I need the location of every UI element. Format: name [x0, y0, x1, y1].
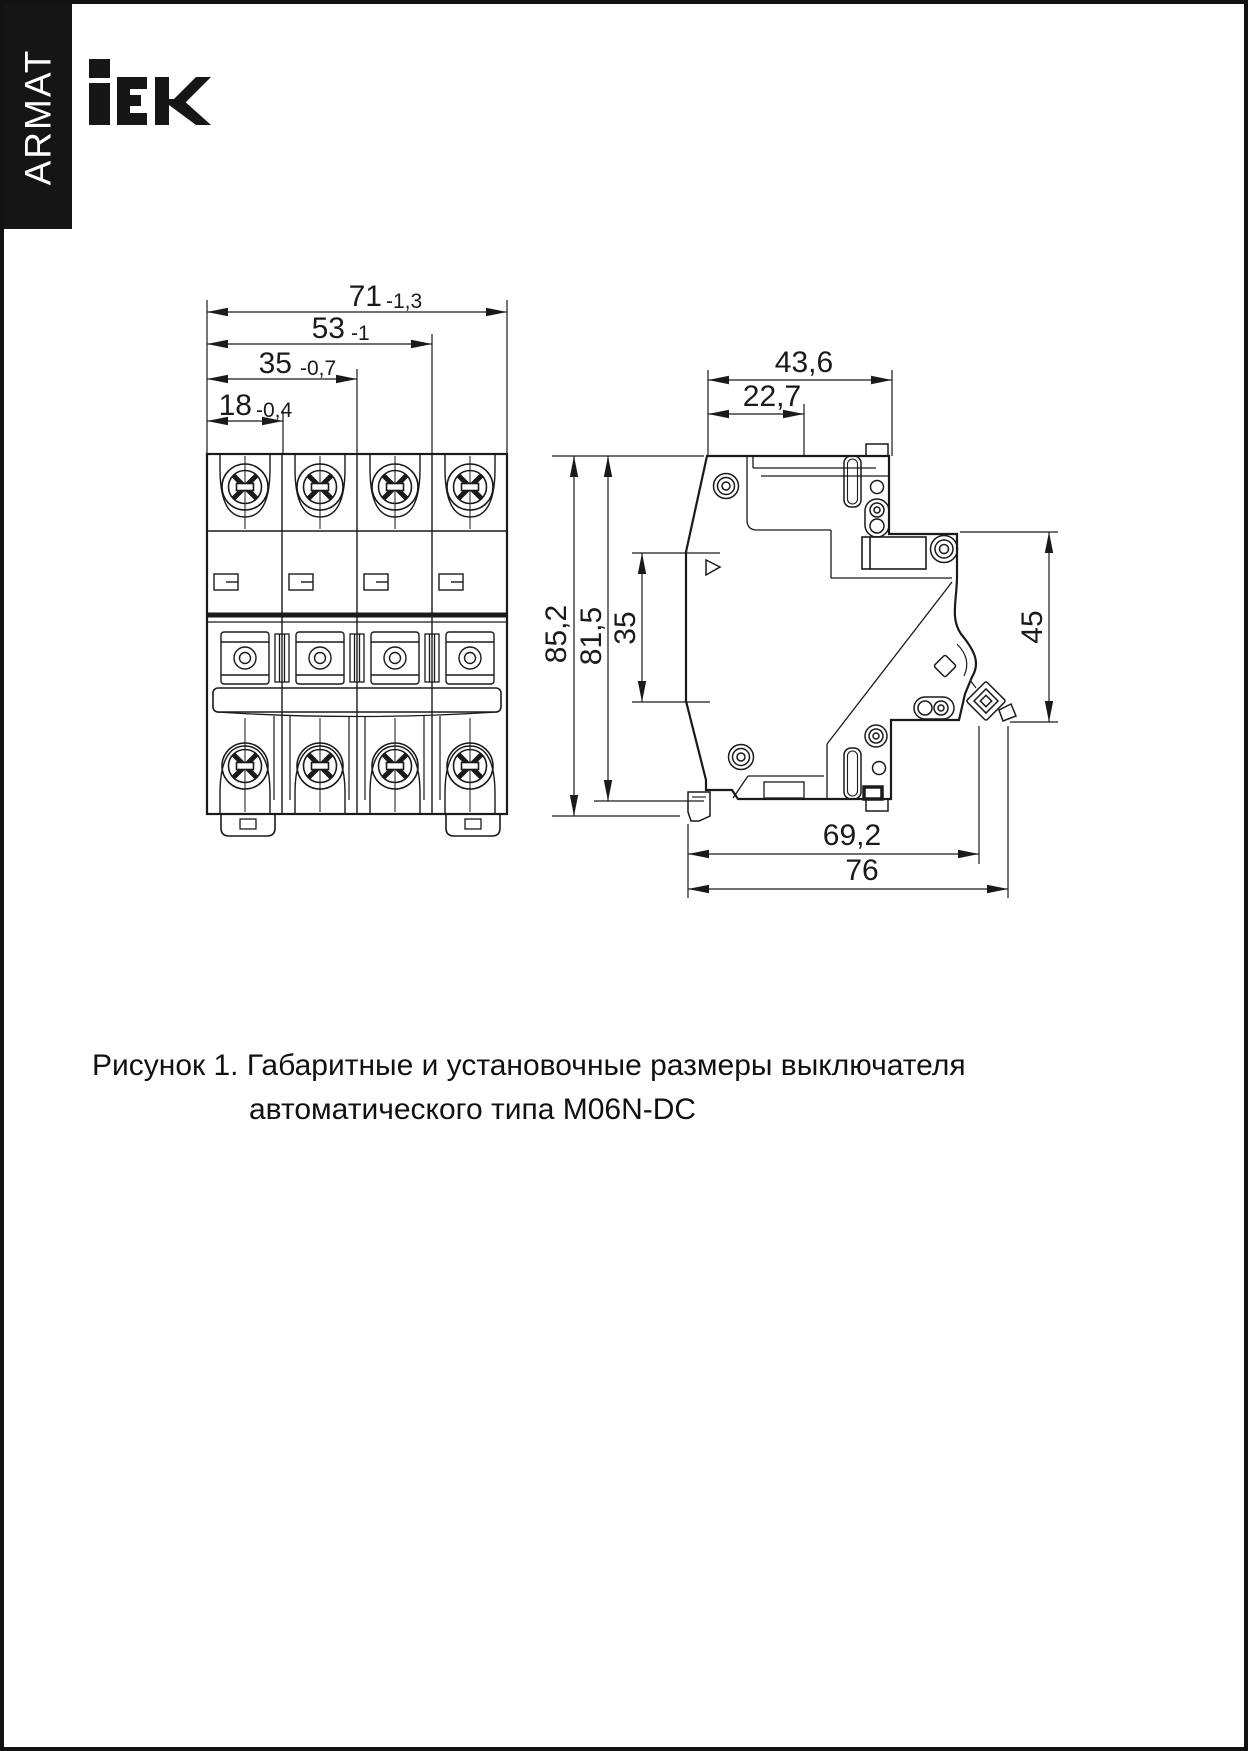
front-view-drawing — [207, 280, 507, 836]
front-view-dimension-labels — [219, 280, 423, 422]
side-view-fasteners — [714, 474, 958, 775]
side-view-inner-lines — [733, 457, 952, 799]
dim-depth-22-7: 22,7 — [742, 380, 802, 413]
side-view-drawing — [540, 346, 1058, 898]
figure-caption-line2: автоматического типа М06N-DC — [249, 1093, 697, 1126]
dim-width-53-tol: -1 — [351, 322, 370, 345]
dim-height-81-5: 81,5 — [575, 606, 608, 666]
pole-module-2 — [289, 454, 345, 814]
dimensional-drawing — [4, 4, 1248, 1024]
dim-width-18-tol: -0,4 — [256, 399, 293, 422]
dim-depth-43-6: 43,6 — [774, 346, 834, 379]
din-clip-left — [221, 814, 275, 836]
lower-terminal-clamp — [957, 644, 1016, 721]
dim-width-35-tol: -0,7 — [300, 357, 337, 380]
dim-width-18: 18 — [218, 389, 252, 422]
dim-width-53: 53 — [311, 312, 345, 345]
din-clip-right — [446, 814, 500, 836]
pole-module-1 — [214, 454, 270, 814]
dim-bottom-76: 76 — [845, 854, 879, 887]
pole-module-3 — [364, 454, 420, 814]
upper-terminal-cage — [862, 537, 926, 569]
side-view-dimension-labels — [540, 346, 1049, 887]
dim-width-35: 35 — [258, 347, 292, 380]
dim-height-85-2: 85,2 — [540, 604, 573, 664]
dim-width-71-tol: -1,3 — [386, 290, 423, 313]
pole-module-4 — [439, 454, 495, 814]
armat-banner-text: ARMAT — [17, 48, 59, 185]
side-view-outline — [686, 456, 976, 799]
dim-rail-35: 35 — [609, 611, 642, 645]
dim-width-71: 71 — [348, 280, 382, 313]
din-rail-features — [688, 444, 888, 821]
dim-right-45: 45 — [1016, 610, 1049, 644]
dim-bottom-69-2: 69,2 — [822, 819, 882, 852]
figure-caption-line1: Рисунок 1. Габаритные и установочные размеры выключателя — [92, 1049, 966, 1082]
